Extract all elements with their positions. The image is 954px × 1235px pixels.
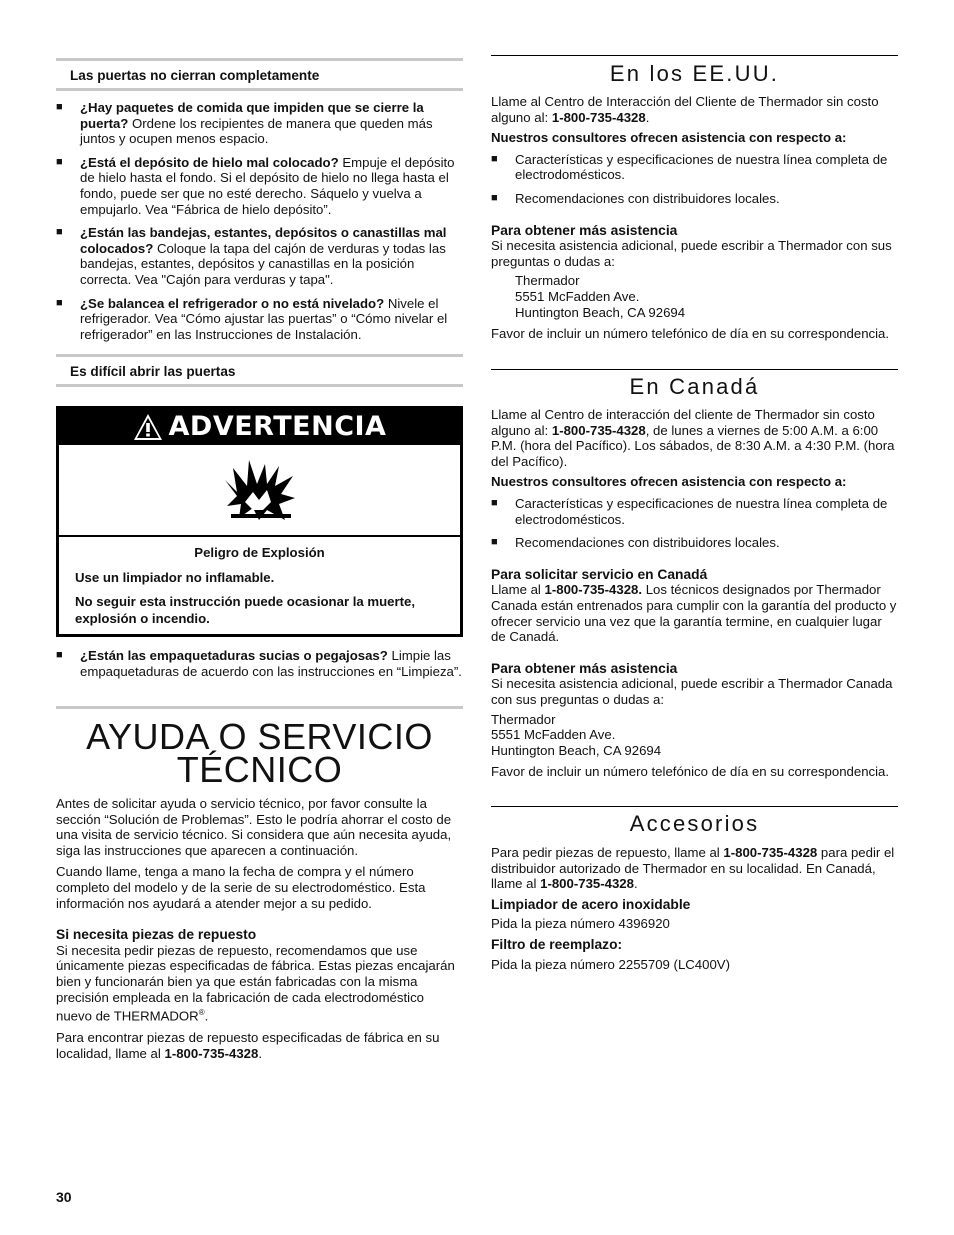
canada-address: Thermador 5551 McFadden Ave. Huntington Beach, CA 92694 <box>491 711 662 758</box>
us-more-p: Si necesita asistencia adicional, puede escribir a Thermador con sus preguntas o dudas a: <box>491 238 892 269</box>
parts-heading: Si necesita piezas de repuesto <box>56 927 257 943</box>
doors-not-close-list <box>56 100 463 342</box>
parts-p2: Para encontrar piezas de repuesto especificadas de fábrica en su localidad, llame al 1-800-735-4328. <box>56 1030 440 1061</box>
warning-hazard: Peligro de Explosión <box>194 545 325 560</box>
us-p1: Llame al Centro de Interacción del Cliente de Thermador sin costo alguno al: 1-800-735-4328. <box>491 94 879 125</box>
list-item: ■ ¿Se balancea el refrigerador o no está nivelado? Nivele el refrigerador. Vea “Cómo ajustar las puertas” o “Cómo nivelar el refrigerador” en las Instrucciones de Instalación. <box>56 296 463 343</box>
list-item: ■ ¿Están las bandejas, estantes, depósitos o canastillas mal colocados? Coloque la tapa del cajón de verduras y todas las bandejas, estantes, depósitos y canastillas en la posición correcta. Vea "Cajón para verduras y tapa". <box>56 225 463 287</box>
canada-section <box>491 407 898 780</box>
canada-more-heading: Para obtener más asistencia <box>491 660 678 676</box>
section-heading-doors-not-close: Las puertas no cierran completamente <box>56 58 463 91</box>
canada-more-p: Si necesita asistencia adicional, puede escribir a Thermador Canada con sus preguntas o dudas a: <box>491 676 893 707</box>
cleaner-part: Pida la pieza número 4396920 <box>491 916 670 932</box>
warning-line1: Use un limpiador no inflamable. <box>75 569 275 585</box>
divider <box>491 806 898 807</box>
warning-title: ADVERTENCIA <box>168 411 387 443</box>
us-list <box>491 152 898 207</box>
list-item: ■ Características y especificaciones de nuestra línea completa de electrodomésticos. <box>491 496 898 527</box>
explosion-icon <box>223 458 297 522</box>
page-title: AYUDA O SERVICIO TÉCNICO <box>86 716 433 790</box>
section-heading-doors-hard-open: Es difícil abrir las puertas <box>56 354 463 387</box>
service-intro <box>56 796 463 1061</box>
divider <box>491 369 898 370</box>
list-item: ■ ¿Hay paquetes de comida que impiden que se cierre la puerta? Ordene los recipientes de manera que queden más juntos y ocupen menos espacio. <box>56 100 463 147</box>
list-item: ■ Recomendaciones con distribuidores locales. <box>491 535 898 551</box>
parts-p1: Si necesita pedir piezas de repuesto, recomendamos que use únicamente piezas especificadas de fábrica. Estas piezas encajarán bien y funcionarán bien ya que están fabricadas con la misma precisión empleada en la fabricación de cada electrodoméstico nuevo de THERMADOR®. <box>56 942 455 1024</box>
list-item: ■ Características y especificaciones de nuestra línea completa de electrodomésticos. <box>491 152 898 183</box>
accessories-p1: Para pedir piezas de repuesto, llame al 1-800-735-4328 para pedir el distribuidor autorizado de Thermador en su localidad. En Canadá, llame al 1-800-735-4328. <box>491 845 895 892</box>
explosion-pictogram <box>59 445 460 537</box>
warning-line2: No seguir esta instrucción puede ocasionar la muerte, explosión o incendio. <box>75 594 416 627</box>
us-section <box>491 94 898 342</box>
list-item: ■ ¿Están las empaquetaduras sucias o pegajosas? Limpie las empaquetaduras de acuerdo con las instrucciones en “Limpieza”. <box>56 648 463 679</box>
us-address: Thermador 5551 McFadden Ave. Huntington Beach, CA 92694 <box>515 273 686 320</box>
warning-text <box>59 537 460 627</box>
canada-list <box>491 496 898 551</box>
warning-triangle-icon <box>133 413 163 441</box>
doors-hard-open-list <box>56 648 463 679</box>
list-item: ■ Recomendaciones con distribuidores locales. <box>491 191 898 207</box>
us-more-heading: Para obtener más asistencia <box>491 222 678 238</box>
section-title-us: En los EE.UU. <box>609 61 780 86</box>
us-advisors: Nuestros consultores ofrecen asistencia con respecto a: <box>491 130 847 146</box>
service-p2: Cuando llame, tenga a mano la fecha de compra y el número completo del modelo y de la serie de su electrodoméstico. Esta información nos ayudará a atender mejor a su pedido. <box>56 864 426 911</box>
section-title-canada: En Canadá <box>629 374 760 399</box>
canada-advisors: Nuestros consultores ofrecen asistencia con respecto a: <box>491 474 847 490</box>
warning-box <box>56 406 463 637</box>
divider <box>491 55 898 56</box>
canada-service-p: Llame al 1-800-735-4328. Los técnicos designados por Thermador Canada están entrenados para cumplir con la garantía del producto y ofrecer servicio una vez que la garantía termine, en cualquier lugar de Canadá. <box>491 582 897 645</box>
service-p1: Antes de solicitar ayuda o servicio técnico, por favor consulte la sección “Solución de Problemas”. Esto le podría ahorrar el costo de una visita de servicio técnico. Si considera que aún necesita ayuda, siga las instrucciones que aparecen a continuación. <box>56 796 452 858</box>
cleaner-heading: Limpiador de acero inoxidable <box>491 896 691 912</box>
canada-service-heading: Para solicitar servicio en Canadá <box>491 566 708 582</box>
filter-heading: Filtro de reemplazo: <box>491 936 623 952</box>
filter-part: Pida la pieza número 2255709 (LC400V) <box>491 956 730 972</box>
accessories-section <box>491 845 898 972</box>
section-title-accessories: Accesorios <box>629 811 760 836</box>
page-number: 30 <box>56 1189 72 1205</box>
list-item: ■ ¿Está el depósito de hielo mal colocado? Empuje el depósito de hielo hasta el fondo. Si el depósito de hielo no llega hasta el fondo, puede ser que no esté derecho. Sáquelo y vuelva a empujarlo. Vea “Fábrica de hielo depósito”. <box>56 155 463 217</box>
warning-header <box>59 409 460 445</box>
divider <box>56 706 463 709</box>
canada-p1: Llame al Centro de interacción del cliente de Thermador sin costo alguno al: 1-800-735-4328, de lunes a viernes de 5:00 A.M. a 6:00 P.M. (hora del Pacífico). Los sábados, de 8:30 A.M. a 4:30 P.M. (hora del Pacífico). <box>491 407 895 469</box>
us-include: Favor de incluir un número telefónico de día en su correspondencia. <box>491 326 890 342</box>
canada-include: Favor de incluir un número telefónico de día en su correspondencia. <box>491 764 890 780</box>
